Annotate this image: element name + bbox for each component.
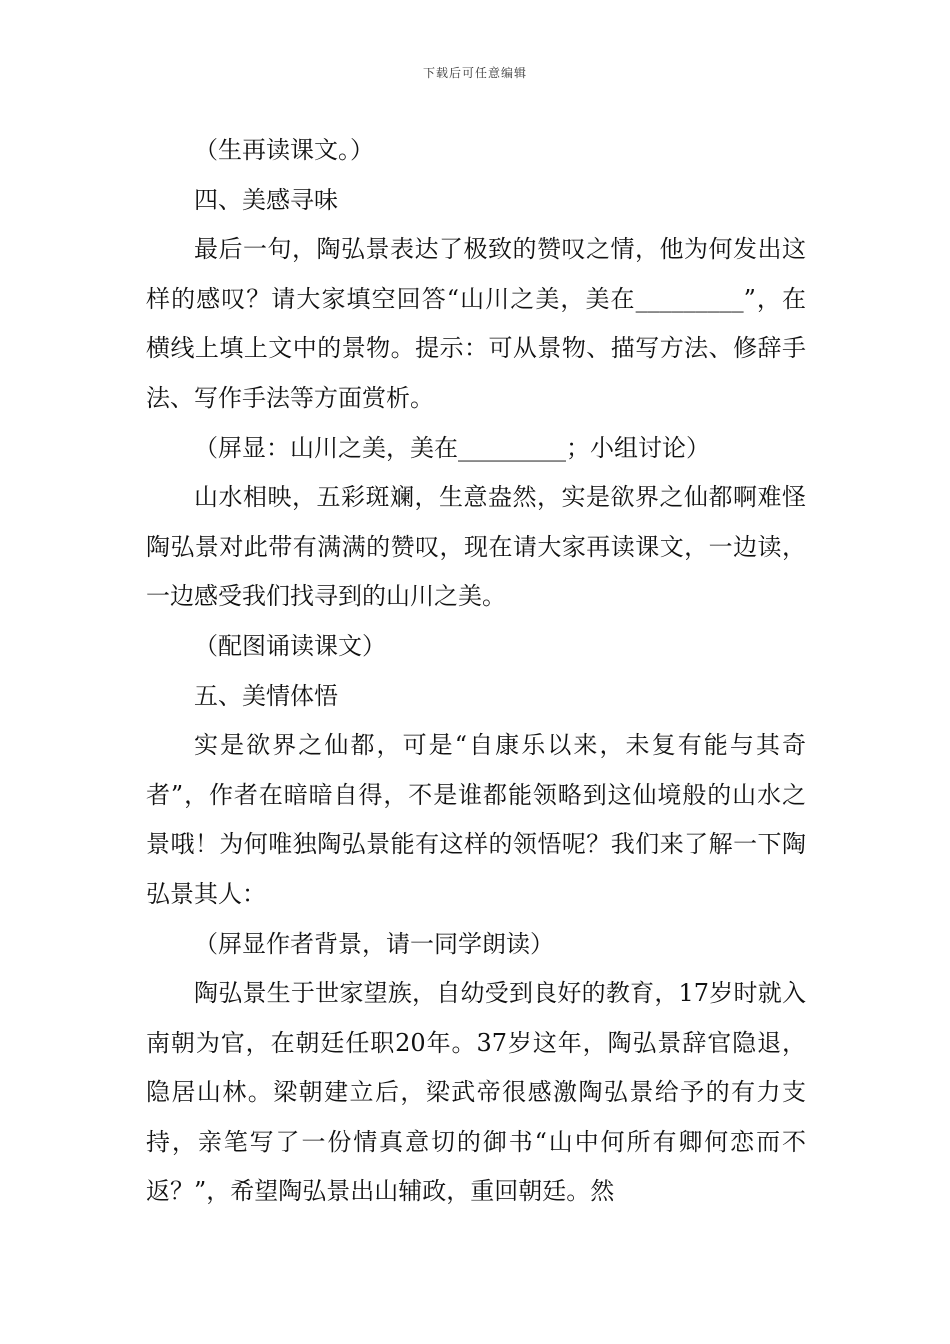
paragraph-scenery-summary: 山水相映，五彩斑斓，生意盎然，实是欲界之仙都啊难怪陶弘景对此带有满满的赞叹，现在请大家再读课文，一边读，一边感受我们找寻到的山川之美。 <box>146 483 806 611</box>
paragraph-screen-display: （屏显：山川之美，美在_________；小组讨论） <box>194 433 710 462</box>
section-heading-five: 五、美情体悟 <box>194 681 338 710</box>
paragraph-last-sentence: 最后一句，陶弘景表达了极致的赞叹之情，他为何发出这样的感叹？请大家填空回答“山川之美，美在_________”，在横线上填上文中的景物。提示：可从景物、描写方法、修辞手法、写作手法等方面赏析。 <box>146 235 806 412</box>
paragraph-fairyland: 实是欲界之仙都，可是“自康乐以来，未复有能与其奇者”，作者在暗暗自得，不是谁都能领略到这仙境般的山水之景哦！为何唯独陶弘景能有这样的领悟呢？我们来了解一下陶弘景其人： <box>146 731 806 908</box>
paragraph-author-background-note: （屏显作者背景，请一同学朗读） <box>194 929 554 958</box>
paragraph-author-bio: 陶弘景生于世家望族，自幼受到良好的教育，17岁时就入南朝为官，在朝廷任职20年。37岁这年，陶弘景辞官隐退，隐居山林。梁朝建立后，梁武帝很感激陶弘景给予的有力支持，亲笔写了一份情真意切的御书“山中何所有卿何恋而不返？”，希望陶弘景出山辅政，重回朝廷。然 <box>146 979 806 1206</box>
page-header: 下载后可任意编辑 <box>422 66 527 80</box>
section-heading-four: 四、美感寻味 <box>194 185 338 214</box>
paragraph-reread-note: （生再读课文。） <box>194 136 374 164</box>
document-body <box>146 126 806 1217</box>
paragraph-illustrated-reading: （配图诵读课文） <box>194 631 386 660</box>
